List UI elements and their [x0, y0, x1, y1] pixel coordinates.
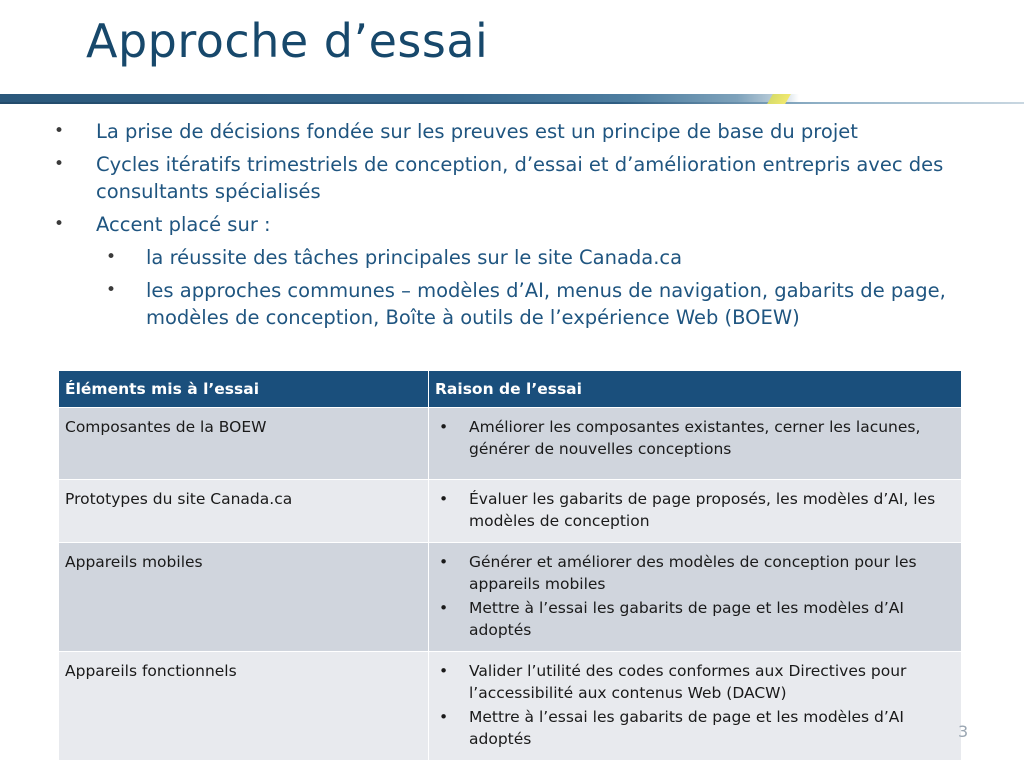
- bullet-text: La prise de décisions fondée sur les preuves est un principe de base du projet: [96, 120, 858, 143]
- slide-title: Approche d’essai: [86, 14, 489, 68]
- bullet-text: Accent placé sur :: [96, 213, 271, 236]
- bullet-text: Cycles itératifs trimestriels de conception, d’essai et d’amélioration entrepris avec des consultants spécialisés: [96, 153, 944, 203]
- element-cell: Prototypes du site Canada.ca: [59, 480, 429, 543]
- element-cell: Composantes de la BOEW: [59, 408, 429, 480]
- sub-bullet-item: [96, 244, 974, 271]
- sub-bullet-text: la réussite des tâches principales sur le site Canada.ca: [146, 246, 683, 269]
- page-number: 3: [958, 722, 969, 741]
- column-header-elements: Éléments mis à l’essai: [59, 371, 429, 408]
- bullet-item: [54, 211, 974, 331]
- table-row: [59, 652, 962, 761]
- reason-cell: [429, 652, 962, 761]
- bullet-dot: •: [106, 247, 117, 267]
- reason-list: [435, 551, 955, 641]
- sub-bullet-list: [96, 244, 974, 331]
- bullet-dot: •: [439, 553, 449, 571]
- reason-text: Mettre à l’essai les gabarits de page et les modèles d’AI adoptés: [469, 599, 904, 639]
- bullet-dot: •: [439, 418, 449, 436]
- bullet-dot: •: [439, 599, 449, 617]
- table-header-row: [59, 371, 962, 408]
- reason-item: [435, 597, 955, 641]
- sub-bullet-text: les approches communes – modèles d’AI, menus de navigation, gabarits de page, modèles de conception, Boîte à outils de l’expérience Web (BOEW): [146, 279, 946, 329]
- reason-item: [435, 660, 955, 704]
- reason-item: [435, 416, 955, 460]
- element-cell: Appareils mobiles: [59, 543, 429, 652]
- bullet-item: [54, 151, 974, 205]
- bullet-item: [54, 118, 974, 145]
- reason-cell: [429, 543, 962, 652]
- reason-cell: [429, 480, 962, 543]
- reason-text: Mettre à l’essai les gabarits de page et les modèles d’AI adoptés: [469, 708, 904, 748]
- reason-item: [435, 551, 955, 595]
- bullet-dot: •: [439, 708, 449, 726]
- table-row: [59, 480, 962, 543]
- bullet-dot: •: [106, 280, 117, 300]
- bullet-dot: •: [54, 121, 65, 141]
- testing-table: [58, 370, 962, 761]
- bullet-dot: •: [54, 214, 65, 234]
- bullet-list: [54, 118, 974, 337]
- element-cell: Appareils fonctionnels: [59, 652, 429, 761]
- reason-text: Évaluer les gabarits de page proposés, les modèles d’AI, les modèles de conception: [469, 490, 936, 530]
- reason-cell: [429, 408, 962, 480]
- sub-bullet-item: [96, 277, 974, 331]
- table-row: [59, 543, 962, 652]
- bullet-dot: •: [439, 662, 449, 680]
- reason-item: [435, 488, 955, 532]
- reason-text: Améliorer les composantes existantes, cerner les lacunes, générer de nouvelles conceptions: [469, 418, 921, 458]
- table-row: [59, 408, 962, 480]
- reason-list: [435, 660, 955, 750]
- reason-list: [435, 488, 955, 532]
- reason-text: Générer et améliorer des modèles de conception pour les appareils mobiles: [469, 553, 917, 593]
- column-header-reason: Raison de l’essai: [429, 371, 962, 408]
- reason-text: Valider l’utilité des codes conformes aux Directives pour l’accessibilité aux contenus Web (DACW): [469, 662, 907, 702]
- reason-item: [435, 706, 955, 750]
- bullet-dot: •: [439, 490, 449, 508]
- title-underline-line: [0, 102, 1024, 104]
- reason-list: [435, 416, 955, 460]
- bullet-dot: •: [54, 154, 65, 174]
